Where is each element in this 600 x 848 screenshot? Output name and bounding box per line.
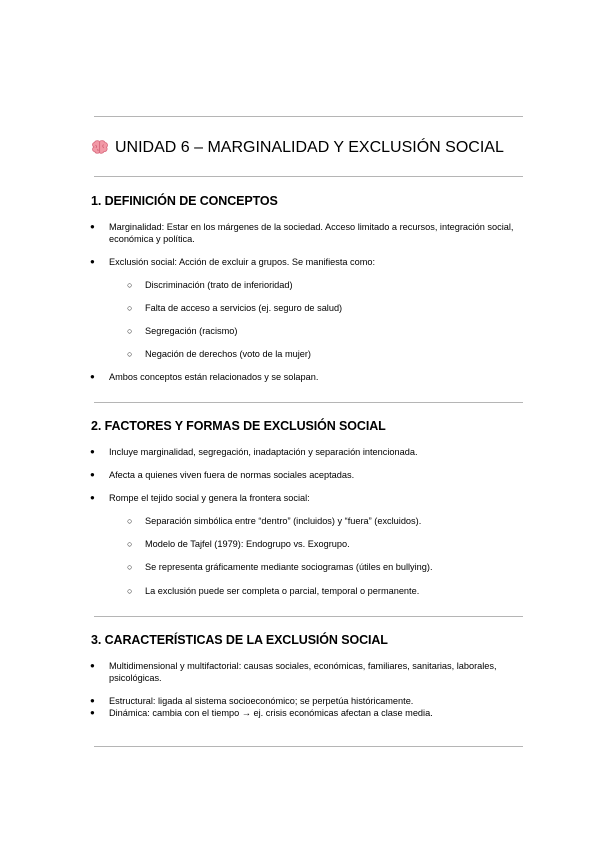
- divider-top: [94, 116, 523, 117]
- bullet-dot: ●: [90, 447, 95, 456]
- bullet-dot: ●: [90, 222, 95, 231]
- list-item: Ambos conceptos están relacionados y se solapan.: [109, 372, 319, 382]
- bullet-circle: ○: [127, 280, 133, 290]
- bullet-circle: ○: [127, 516, 133, 526]
- list-item: Estructural: ligada al sistema socioeconómico; se perpetúa históricamente.: [109, 696, 414, 706]
- section-heading: 3. CARACTERÍSTICAS DE LA EXCLUSIÓN SOCIAL: [91, 633, 388, 647]
- sub-list-item: Discriminación (trato de inferioridad): [145, 280, 293, 290]
- brain-icon: [91, 140, 109, 154]
- divider-section-1: [94, 402, 523, 403]
- bullet-dot: ●: [90, 257, 95, 266]
- bullet-circle: ○: [127, 539, 133, 549]
- sub-list-item: Negación de derechos (voto de la mujer): [145, 349, 311, 359]
- sub-list-item: Se representa gráficamente mediante sociogramas (útiles en bullying).: [145, 562, 433, 572]
- bullet-dot: ●: [90, 708, 95, 717]
- bullet-dot: ●: [90, 661, 95, 670]
- page-title: [91, 137, 551, 159]
- list-item: Multidimensional y multifactorial: causas sociales, económicas, familiares, sanitarias, laborales, psicológicas.: [109, 661, 497, 683]
- bullet-circle: ○: [127, 303, 133, 313]
- sub-list-item: Modelo de Tajfel (1979): Endogrupo vs. Exogrupo.: [145, 539, 350, 549]
- bullet-dot: ●: [90, 470, 95, 479]
- list-item: Rompe el tejido social y genera la frontera social:: [109, 493, 310, 503]
- list-item: Marginalidad: Estar en los márgenes de la sociedad. Acceso limitado a recursos, integración social, económica y política.: [109, 222, 514, 244]
- sub-list-item: Segregación (racismo): [145, 326, 238, 336]
- sub-list-item: La exclusión puede ser completa o parcial, temporal o permanente.: [145, 586, 420, 596]
- bullet-circle: ○: [127, 562, 133, 572]
- divider-section-2: [94, 616, 523, 617]
- list-item: Dinámica: cambia con el tiempo → ej. crisis económicas afectan a clase media.: [109, 708, 433, 718]
- sub-list-item: Separación simbólica entre “dentro” (incluidos) y “fuera” (excluidos).: [145, 516, 422, 526]
- section-heading: 1. DEFINICIÓN DE CONCEPTOS: [91, 194, 278, 208]
- list-item: Incluye marginalidad, segregación, inadaptación y separación intencionada.: [109, 447, 418, 457]
- bullet-dot: ●: [90, 493, 95, 502]
- bullet-circle: ○: [127, 326, 133, 336]
- bullet-circle: ○: [127, 586, 133, 596]
- sub-list-item: Falta de acceso a servicios (ej. seguro de salud): [145, 303, 343, 313]
- list-item: Exclusión social: Acción de excluir a grupos. Se manifiesta como:: [109, 257, 376, 267]
- list-item: Afecta a quienes viven fuera de normas sociales aceptadas.: [109, 470, 355, 480]
- divider-title-bottom: [94, 176, 523, 177]
- divider-bottom: [94, 746, 523, 747]
- bullet-circle: ○: [127, 349, 133, 359]
- bullet-dot: ●: [90, 372, 95, 381]
- bullet-dot: ●: [90, 696, 95, 705]
- title-text: UNIDAD 6 – MARGINALIDAD Y EXCLUSIÓN SOCIAL: [115, 139, 504, 156]
- section-heading: 2. FACTORES Y FORMAS DE EXCLUSIÓN SOCIAL: [91, 419, 386, 433]
